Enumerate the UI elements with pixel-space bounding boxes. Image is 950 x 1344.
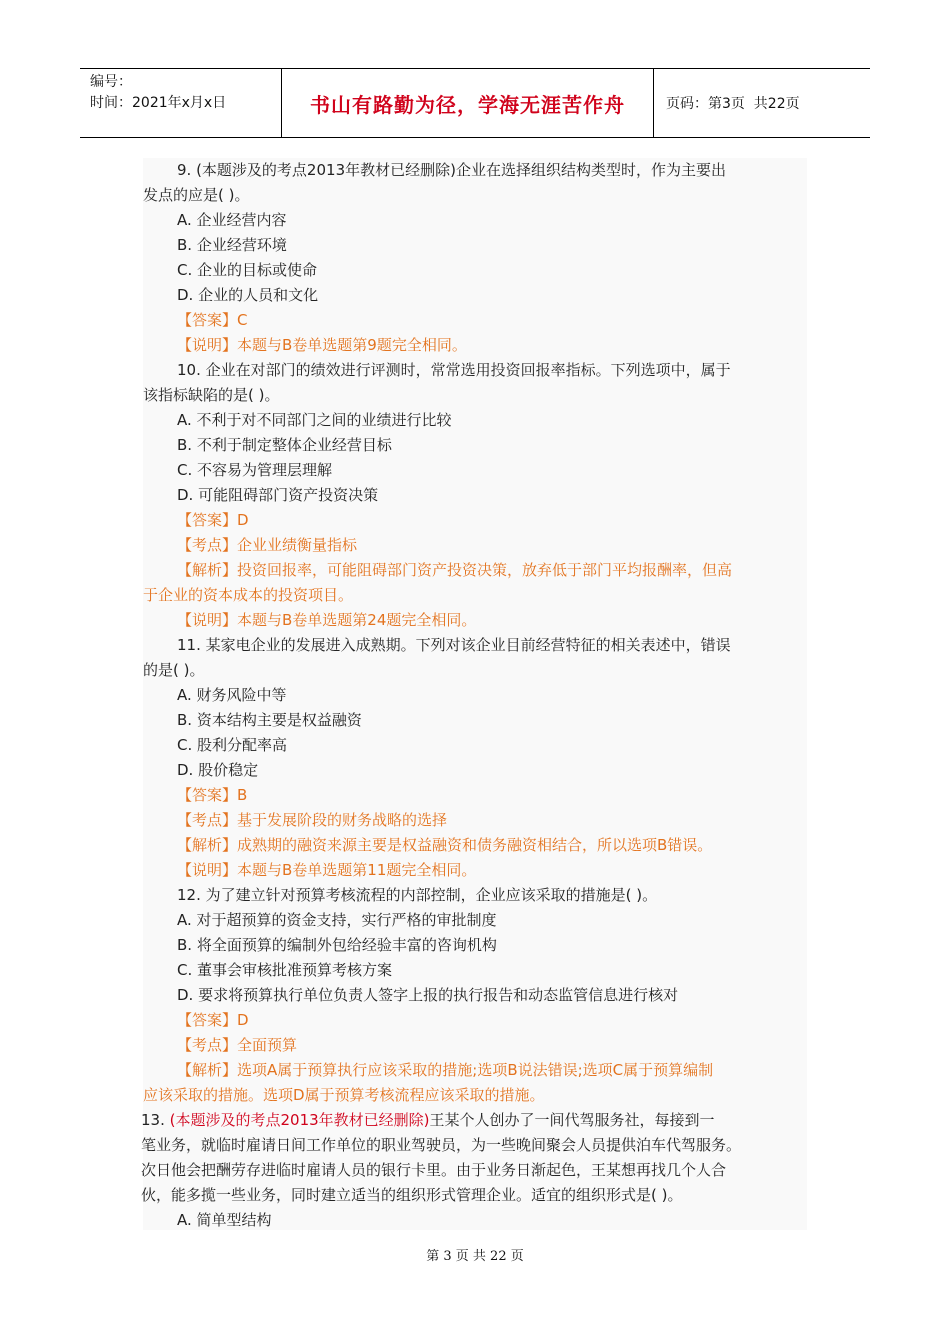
question-line: 该指标缺陷的是( )。 <box>143 386 280 404</box>
question-line: B. 资本结构主要是权益融资 <box>177 711 362 729</box>
question-line: C. 股利分配率高 <box>177 736 288 754</box>
answer-note-line: 【说明】本题与B卷单选题第24题完全相同。 <box>177 611 477 629</box>
question-line: B. 将全面预算的编制外包给经验丰富的咨询机构 <box>177 936 497 954</box>
question-line: D. 股价稳定 <box>177 761 259 779</box>
q13-line: 笔业务，就临时雇请日间工作单位的职业驾驶员，为一些晚间聚会人员提供泊车代驾服务。 <box>141 1136 742 1154</box>
q13-option-a: A. 简单型结构 <box>177 1211 272 1229</box>
question-line: A. 不利于对不同部门之间的业绩进行比较 <box>177 411 452 429</box>
q13-line: 伙，能多揽一些业务，同时建立适当的组织形式管理企业。适宜的组织形式是( )。 <box>141 1186 683 1204</box>
header-motto-cell <box>282 69 654 137</box>
question-line: 发点的应是( )。 <box>143 186 250 204</box>
q13-text: 王某个人创办了一间代驾服务社，每接到一 <box>429 1111 715 1129</box>
answer-note-line: 【说明】本题与B卷单选题第9题完全相同。 <box>177 336 467 354</box>
header-page-cell <box>654 69 870 137</box>
q13-first-line <box>141 1108 807 1133</box>
answer-note-line: 【答案】D <box>177 511 249 529</box>
document-body <box>143 158 807 1230</box>
question-line: C. 企业的目标或使命 <box>177 261 318 279</box>
question-line: B. 企业经营环境 <box>177 236 287 254</box>
question-line: A. 企业经营内容 <box>177 211 287 229</box>
question-line: C. 董事会审核批准预算考核方案 <box>177 961 393 979</box>
question-line: 9. (本题涉及的考点2013年教材已经删除)企业在选择组织结构类型时，作为主要出 <box>177 161 726 179</box>
page-header <box>80 68 870 138</box>
motto: 书山有路勤为径，学海无涯苦作舟 <box>310 92 625 117</box>
question-line: A. 财务风险中等 <box>177 686 287 704</box>
question-line: 的是( )。 <box>143 661 205 679</box>
answer-note-line: 【答案】B <box>177 786 248 804</box>
question-line: B. 不利于制定整体企业经营目标 <box>177 436 392 454</box>
page-footer: 第 3 页 共 22 页 <box>426 1249 524 1264</box>
answer-note-line: 【答案】C <box>177 311 248 329</box>
question-line: 12. 为了建立针对预算考核流程的内部控制，企业应该采取的措施是( )。 <box>177 886 658 904</box>
answer-note-line: 【考点】企业业绩衡量指标 <box>177 536 358 554</box>
answer-note-line: 应该采取的措施。选项D属于预算考核流程应该采取的措施。 <box>143 1086 545 1104</box>
question-line: D. 可能阻碍部门资产投资决策 <box>177 486 379 504</box>
question-line: A. 对于超预算的资金支持，实行严格的审批制度 <box>177 911 497 929</box>
question-line: 10. 企业在对部门的绩效进行评测时，常常选用投资回报率指标。下列选项中，属于 <box>177 361 731 379</box>
question-lines <box>143 158 807 1108</box>
answer-note-line: 【解析】选项A属于预算执行应该采取的措施;选项B说法错误;选项C属于预算编制 <box>177 1061 714 1079</box>
answer-note-line: 【考点】全面预算 <box>177 1036 298 1054</box>
question-line: D. 要求将预算执行单位负责人签字上报的执行报告和动态监管信息进行核对 <box>177 986 679 1004</box>
answer-note-line: 【解析】成熟期的融资来源主要是权益融资和债务融资相结合，所以选项B错误。 <box>177 836 713 854</box>
question-line: C. 不容易为管理层理解 <box>177 461 333 479</box>
number-label: 编号： <box>90 74 132 90</box>
q13-number: 13. <box>141 1111 170 1129</box>
question-line: D. 企业的人员和文化 <box>177 286 319 304</box>
answer-note-line: 【说明】本题与B卷单选题第11题完全相同。 <box>177 861 477 879</box>
q13-red-note: (本题涉及的考点2013年教材已经删除) <box>169 1111 430 1129</box>
header-meta <box>80 69 282 137</box>
answer-note-line: 于企业的资本成本的投资项目。 <box>143 586 354 604</box>
page-label: 页码：第3页 共22页 <box>666 96 800 112</box>
answer-note-line: 【答案】D <box>177 1011 249 1029</box>
answer-note-line: 【考点】基于发展阶段的财务战略的选择 <box>177 811 448 829</box>
q13-line: 次日他会把酬劳存进临时雇请人员的银行卡里。由于业务日渐起色，王某想再找几个人合 <box>141 1161 727 1179</box>
time-label: 时间：2021年x月x日 <box>90 95 227 111</box>
answer-note-line: 【解析】投资回报率，可能阻碍部门资产投资决策，放弃低于部门平均报酬率，但高 <box>177 561 733 579</box>
question-line: 11. 某家电企业的发展进入成熟期。下列对该企业目前经营特征的相关表述中，错误 <box>177 636 731 654</box>
